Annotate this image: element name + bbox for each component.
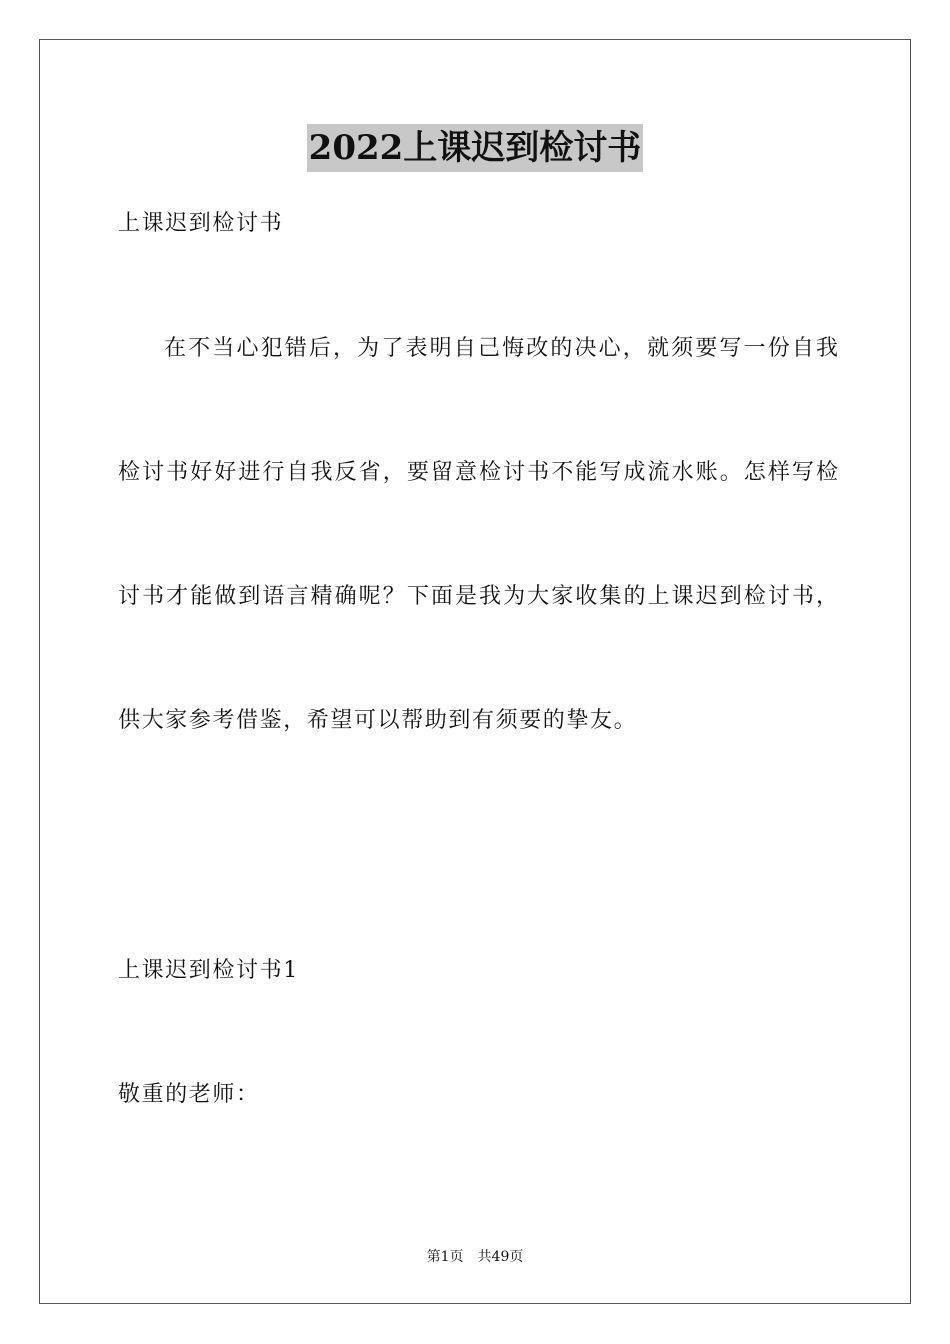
page-number: 第1页 <box>426 1249 464 1265</box>
section-heading: 上课迟到检讨书1 <box>118 958 299 983</box>
page-footer <box>0 1248 950 1266</box>
intro-line-1: 在不当心犯错后，为了表明自己悔改的决心，就须要写一份自我 <box>164 336 838 361</box>
title-container <box>0 124 950 172</box>
salutation: 敬重的老师： <box>118 1082 260 1107</box>
document-title: 2022上课迟到检讨书 <box>307 124 644 172</box>
page-total: 共49页 <box>477 1249 524 1265</box>
intro-line-3: 讨书才能做到语言精确呢？下面是我为大家收集的上课迟到检讨书， <box>118 584 838 609</box>
intro-line-2: 检讨书好好进行自我反省，要留意检讨书不能写成流水账。怎样写检 <box>118 460 838 485</box>
subtitle: 上课迟到检讨书 <box>118 211 284 236</box>
intro-line-4: 供大家参考借鉴，希望可以帮助到有须要的挚友。 <box>118 708 638 733</box>
